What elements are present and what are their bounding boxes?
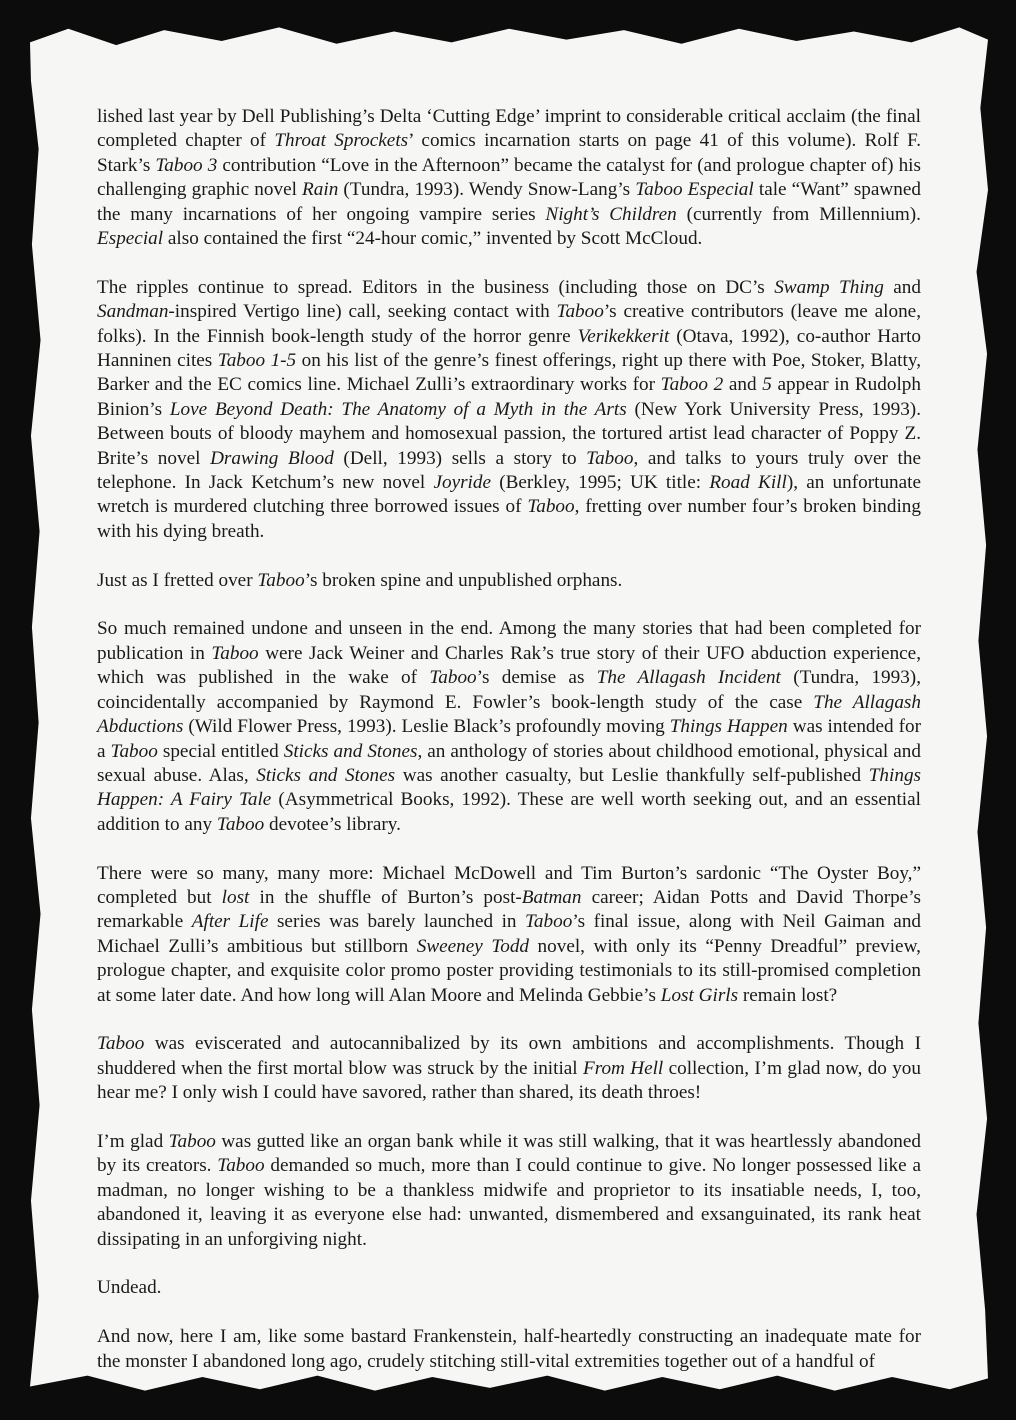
paragraph [97, 1325, 921, 1374]
italic-text-run: Things Happen: A Fairy Tale [97, 764, 922, 811]
italic-text-run: Taboo [217, 1155, 265, 1177]
text-run: So much remained undone and unseen in the end. Among the many stories that had been completed for publication in [97, 618, 921, 664]
text-run: And now, here I am, like some bastard Frankenstein, half-heartedly constructing an inadequate mate for the monster I abandoned long ago, crudely stitching still-vital extremities together out of a handful of [97, 1326, 921, 1372]
text-run: were Jack Weiner and Charles Rak’s true story of their UFO abduction experience, which was published in the wake of [97, 642, 921, 689]
text-run: , an anthology of stories about childhood emotional, physical and sexual abuse. Alas, [97, 740, 921, 786]
text-run: (currently from Millennium). [676, 203, 921, 225]
text-run: was intended for a [97, 716, 921, 762]
text-run: in the shuffle of Burton’s post- [249, 886, 522, 908]
italic-text-run: Rain [302, 179, 339, 201]
italic-text-run: Taboo 3 [155, 154, 218, 176]
text-run: The ripples continue to spread. Editors in the business (including those on DC’s [97, 276, 775, 298]
italic-text-run: Taboo Especial [635, 179, 754, 201]
italic-text-run: Taboo [527, 496, 575, 518]
text-run: Just as I fretted over [97, 569, 258, 591]
text-run: Undead. [97, 1277, 162, 1299]
italic-text-run: Taboo [429, 667, 477, 689]
italic-text-run: The Allagash Incident [596, 667, 781, 689]
text-run: (Otava, 1992), co-author Harto Hanninen cites [97, 325, 921, 372]
text-run: ), an unfortunate wretch is murdered clutching three borrowed issues of [97, 472, 922, 518]
text-run: ’s demise as [476, 667, 597, 689]
text-run: (Tundra, 1993). Wendy Snow-Lang’s [338, 179, 636, 201]
italic-text-run: Batman [521, 886, 582, 908]
text-run: and [723, 374, 763, 396]
italic-text-run: Taboo 2 [660, 374, 724, 396]
italic-text-run: Swamp Thing [774, 276, 884, 298]
italic-text-run: Things Happen [669, 716, 788, 738]
italic-text-run: Sticks and Stones [283, 740, 418, 762]
paragraph [97, 1032, 921, 1105]
text-run: lished last year by Dell Publishing’s Delta ‘Cutting Edge’ imprint to considerable critical acclaim (the final completed chapter of [97, 106, 921, 152]
italic-text-run: 5 [762, 374, 772, 396]
text-run: ’s broken spine and unpublished orphans. [304, 569, 623, 591]
text-run: was gutted like an organ bank while it was still walking, that it was heartlessly abandoned by its creators. [97, 1130, 921, 1177]
italic-text-run: Night’s Children [545, 203, 677, 225]
paragraph [97, 569, 921, 593]
italic-text-run: Taboo [257, 569, 305, 591]
text-run: on his list of the genre’s finest offerings, right up there with Poe, Stoker, Blatty, Barker and the EC comics line. Michael Zulli’s extraordinary works for [97, 350, 921, 396]
text-run: tale “Want” spawned the many incarnations of her ongoing vampire series [97, 179, 921, 225]
italic-text-run: The Allagash Abductions [97, 691, 921, 738]
italic-text-run: After Life [191, 911, 269, 933]
text-run: ’s final issue, along with Neil Gaiman and Michael Zulli’s ambitious but stillborn [97, 911, 922, 957]
italic-text-run: Taboo [211, 642, 259, 664]
italic-text-run: Taboo 1-5 [217, 350, 297, 372]
italic-text-run: lost [221, 886, 250, 908]
italic-text-run: Taboo [586, 447, 634, 469]
italic-text-run: Taboo [168, 1130, 216, 1152]
text-run: series was barely launched in [268, 911, 526, 933]
text-run: , and talks to yours truly over the telephone. In Jack Ketchum’s new novel [97, 447, 922, 494]
text-run: ’ comics incarnation starts on page 41 of this volume). Rolf F. Stark’s [97, 130, 921, 176]
italic-text-run: Road Kill [709, 472, 787, 494]
text-run: career; Aidan Potts and David Thorpe’s remarkable [97, 886, 921, 933]
paragraph [97, 1130, 921, 1252]
paragraph [97, 862, 921, 1008]
text-run: demanded so much, more than I could continue to give. No longer possessed like a madman, no longer wishing to be a thankless midwife and proprietor to its insatiable needs, I, too, abandoned it, leaving it as everyone else had: unwanted, dismembered and exsanguinated, its rank heat dissipating in an unforgiving night. [97, 1155, 921, 1250]
text-run: -inspired Vertigo line) call, seeking contact with [168, 301, 557, 323]
italic-text-run: From Hell [582, 1057, 664, 1079]
text-run: was eviscerated and autocannibalized by its own ambitions and accomplishments. Though I shuddered when the first mortal blow was struck by the initial [97, 1033, 921, 1079]
italic-text-run: Taboo [97, 1033, 145, 1055]
text-run: (Wild Flower Press, 1993). Leslie Black’s profoundly moving [183, 716, 670, 738]
text-run: , fretting over number four’s broken binding with his dying breath. [97, 496, 921, 542]
paragraph [97, 617, 921, 837]
article-body [97, 105, 921, 1374]
paragraph [97, 105, 921, 251]
text-run: (New York University Press, 1993). Between bouts of bloody mayhem and homosexual passion, the tortured artist lead character of Poppy Z. Brite’s novel [97, 398, 921, 469]
text-run: remain lost? [738, 984, 838, 1006]
text-run: was another casualty, but Leslie thankfully self-published [395, 764, 869, 786]
text-run: (Berkley, 1995; UK title: [491, 472, 710, 494]
text-run: (Dell, 1993) sells a story to [333, 447, 587, 469]
italic-text-run: Taboo [525, 911, 573, 933]
italic-text-run: Verikekkerit [577, 325, 670, 347]
text-run: novel, with only its “Penny Dreadful” preview, prologue chapter, and exquisite color promo poster providing testimonials to its still-promised completion at some later date. And how long will Alan Moore and Melinda Gebbie’s [97, 935, 921, 1006]
text-run: ’s creative contributors (leave me alone, folks). In the Finnish book-length study of the horror genre [97, 301, 921, 347]
italic-text-run: Love Beyond Death: The Anatomy of a Myth in the Arts [169, 398, 627, 420]
italic-text-run: Drawing Blood [210, 447, 334, 469]
text-run: I’m glad [97, 1130, 169, 1152]
text-run: also contained the first “24-hour comic,” invented by Scott McCloud. [163, 228, 703, 250]
paragraph [97, 1276, 921, 1300]
text-run: collection, I’m glad now, do you hear me? I only wish I could have savored, rather than shared, its death throes! [97, 1057, 921, 1104]
paragraph [97, 276, 921, 544]
italic-text-run: Sweeney Todd [416, 935, 530, 957]
text-run: There were so many, many more: Michael McDowell and Tim Burton’s sardonic “The Oyster Boy,” completed but [97, 862, 921, 908]
italic-text-run: Taboo [110, 740, 158, 762]
text-run: special entitled [157, 740, 284, 762]
text-run: and [883, 276, 921, 298]
italic-text-run: Throat Sprockets [274, 130, 409, 152]
text-run: (Tundra, 1993), coincidentally accompanied by Raymond E. Fowler’s book-length study of the case [97, 667, 921, 713]
italic-text-run: Taboo [216, 813, 265, 835]
text-run: (Asymmetrical Books, 1992). These are well worth seeking out, and an essential addition to any [97, 789, 921, 835]
text-run: appear in Rudolph Binion’s [97, 374, 921, 420]
text-run: contribution “Love in the Afternoon” became the catalyst for (and prologue chapter of) his challenging graphic novel [97, 154, 921, 201]
italic-text-run: Sandman [97, 301, 169, 323]
italic-text-run: Lost Girls [660, 984, 739, 1006]
text-run: devotee’s library. [264, 813, 401, 835]
italic-text-run: Joyride [433, 472, 491, 494]
italic-text-run: Especial [97, 228, 164, 250]
italic-text-run: Sticks and Stones [256, 764, 396, 786]
italic-text-run: Taboo [556, 301, 604, 323]
